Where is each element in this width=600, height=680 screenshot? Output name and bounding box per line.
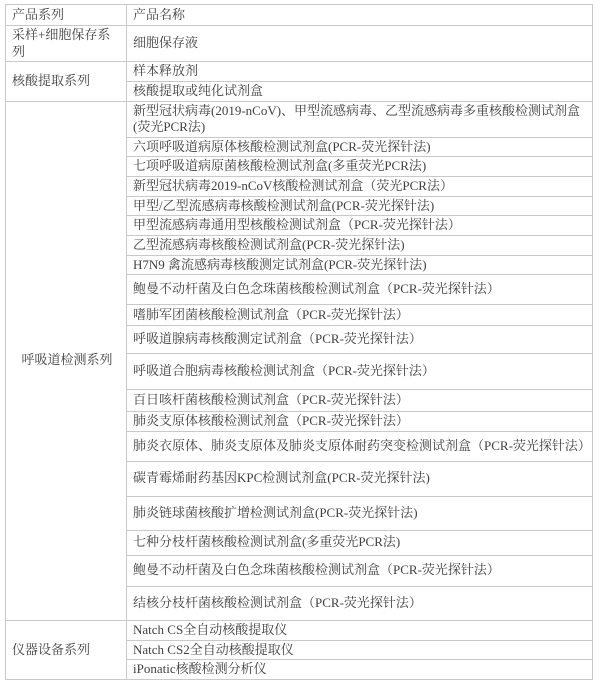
col-header-series: 产品系列 [6, 5, 127, 26]
product-cell: 七项呼吸道病原菌核酸检测试剂盒(多重荧光PCR法) [127, 157, 593, 177]
col-header-name: 产品名称 [127, 5, 593, 26]
product-cell: 新型冠状病毒2019-nCoV核酸检测试剂盒（荧光PCR法） [127, 177, 593, 197]
product-cell: Natch CS2全自动核酸提取仪 [127, 640, 593, 660]
product-cell: H7N9 禽流感病毒核酸测定试剂盒(PCR-荧光探针法) [127, 255, 593, 275]
product-cell: 碳青霉烯耐药基因KPC检测试剂盒(PCR-荧光探针法) [127, 461, 593, 496]
series-cell: 核酸提取系列 [6, 62, 127, 101]
product-table [5, 4, 593, 680]
product-cell: 样本释放剂 [127, 62, 593, 82]
header-row [6, 5, 593, 26]
product-cell: 结核分枝杆菌核酸检测试剂盒（PCR-荧光探针法） [127, 586, 593, 620]
series-cell: 仪器设备系列 [6, 620, 127, 679]
product-cell: 核酸提取或纯化试剂盒 [127, 81, 593, 101]
product-cell: 甲型/乙型流感病毒核酸检测试剂盒(PCR-荧光探针法) [127, 196, 593, 216]
product-cell: 呼吸道合胞病毒核酸检测试剂盒（PCR-荧光探针法） [127, 354, 593, 390]
product-row [6, 620, 593, 640]
product-cell: 七种分枝杆菌核酸检测试剂盒(多重荧光PCR法) [127, 530, 593, 555]
product-row [6, 26, 593, 62]
product-cell: 六项呼吸道病原体核酸检测试剂盒(PCR-荧光探针法) [127, 137, 593, 157]
product-cell: Natch CS全自动核酸提取仪 [127, 620, 593, 640]
product-row [6, 101, 593, 137]
product-cell: 嗜肺军团菌核酸检测试剂盒（PCR-荧光探针法） [127, 305, 593, 326]
series-cell: 采样+细胞保存系列 [6, 26, 127, 62]
product-cell: 肺炎支原体核酸检测试剂盒（PCR-荧光探针法） [127, 412, 593, 432]
product-cell: 肺炎链球菌核酸扩增检测试剂盒(PCR-荧光探针法) [127, 496, 593, 530]
product-cell: 乙型流感病毒核酸检测试剂盒(PCR-荧光探针法) [127, 235, 593, 255]
series-cell: 呼吸道检测系列 [6, 101, 127, 620]
product-cell: 呼吸道腺病毒核酸测定试剂盒（PCR-荧光探针法） [127, 326, 593, 354]
product-cell: 鲍曼不动杆菌及白色念珠菌核酸检测试剂盒（PCR-荧光探针法） [127, 275, 593, 305]
product-row [6, 62, 593, 82]
product-cell: 细胞保存液 [127, 26, 593, 62]
product-cell: 肺炎衣原体、肺炎支原体及肺炎支原体耐药突变检测试剂盒（PCR-荧光探针法） [127, 431, 593, 461]
product-cell: 新型冠状病毒(2019-nCoV)、甲型流感病毒、乙型流感病毒多重核酸检测试剂盒(荧光PCR法) [127, 101, 593, 137]
product-cell: 百日咳杆菌核酸检测试剂盒（PCR-荧光探针法） [127, 390, 593, 412]
product-cell: iPonatic核酸检测分析仪 [127, 660, 593, 680]
table-body [6, 26, 593, 680]
product-cell: 鲍曼不动杆菌及白色念珠菌核酸检测试剂盒（PCR-荧光探针法） [127, 555, 593, 586]
product-cell: 甲型流感病毒通用型核酸检测试剂盒（PCR-荧光探针法） [127, 216, 593, 236]
